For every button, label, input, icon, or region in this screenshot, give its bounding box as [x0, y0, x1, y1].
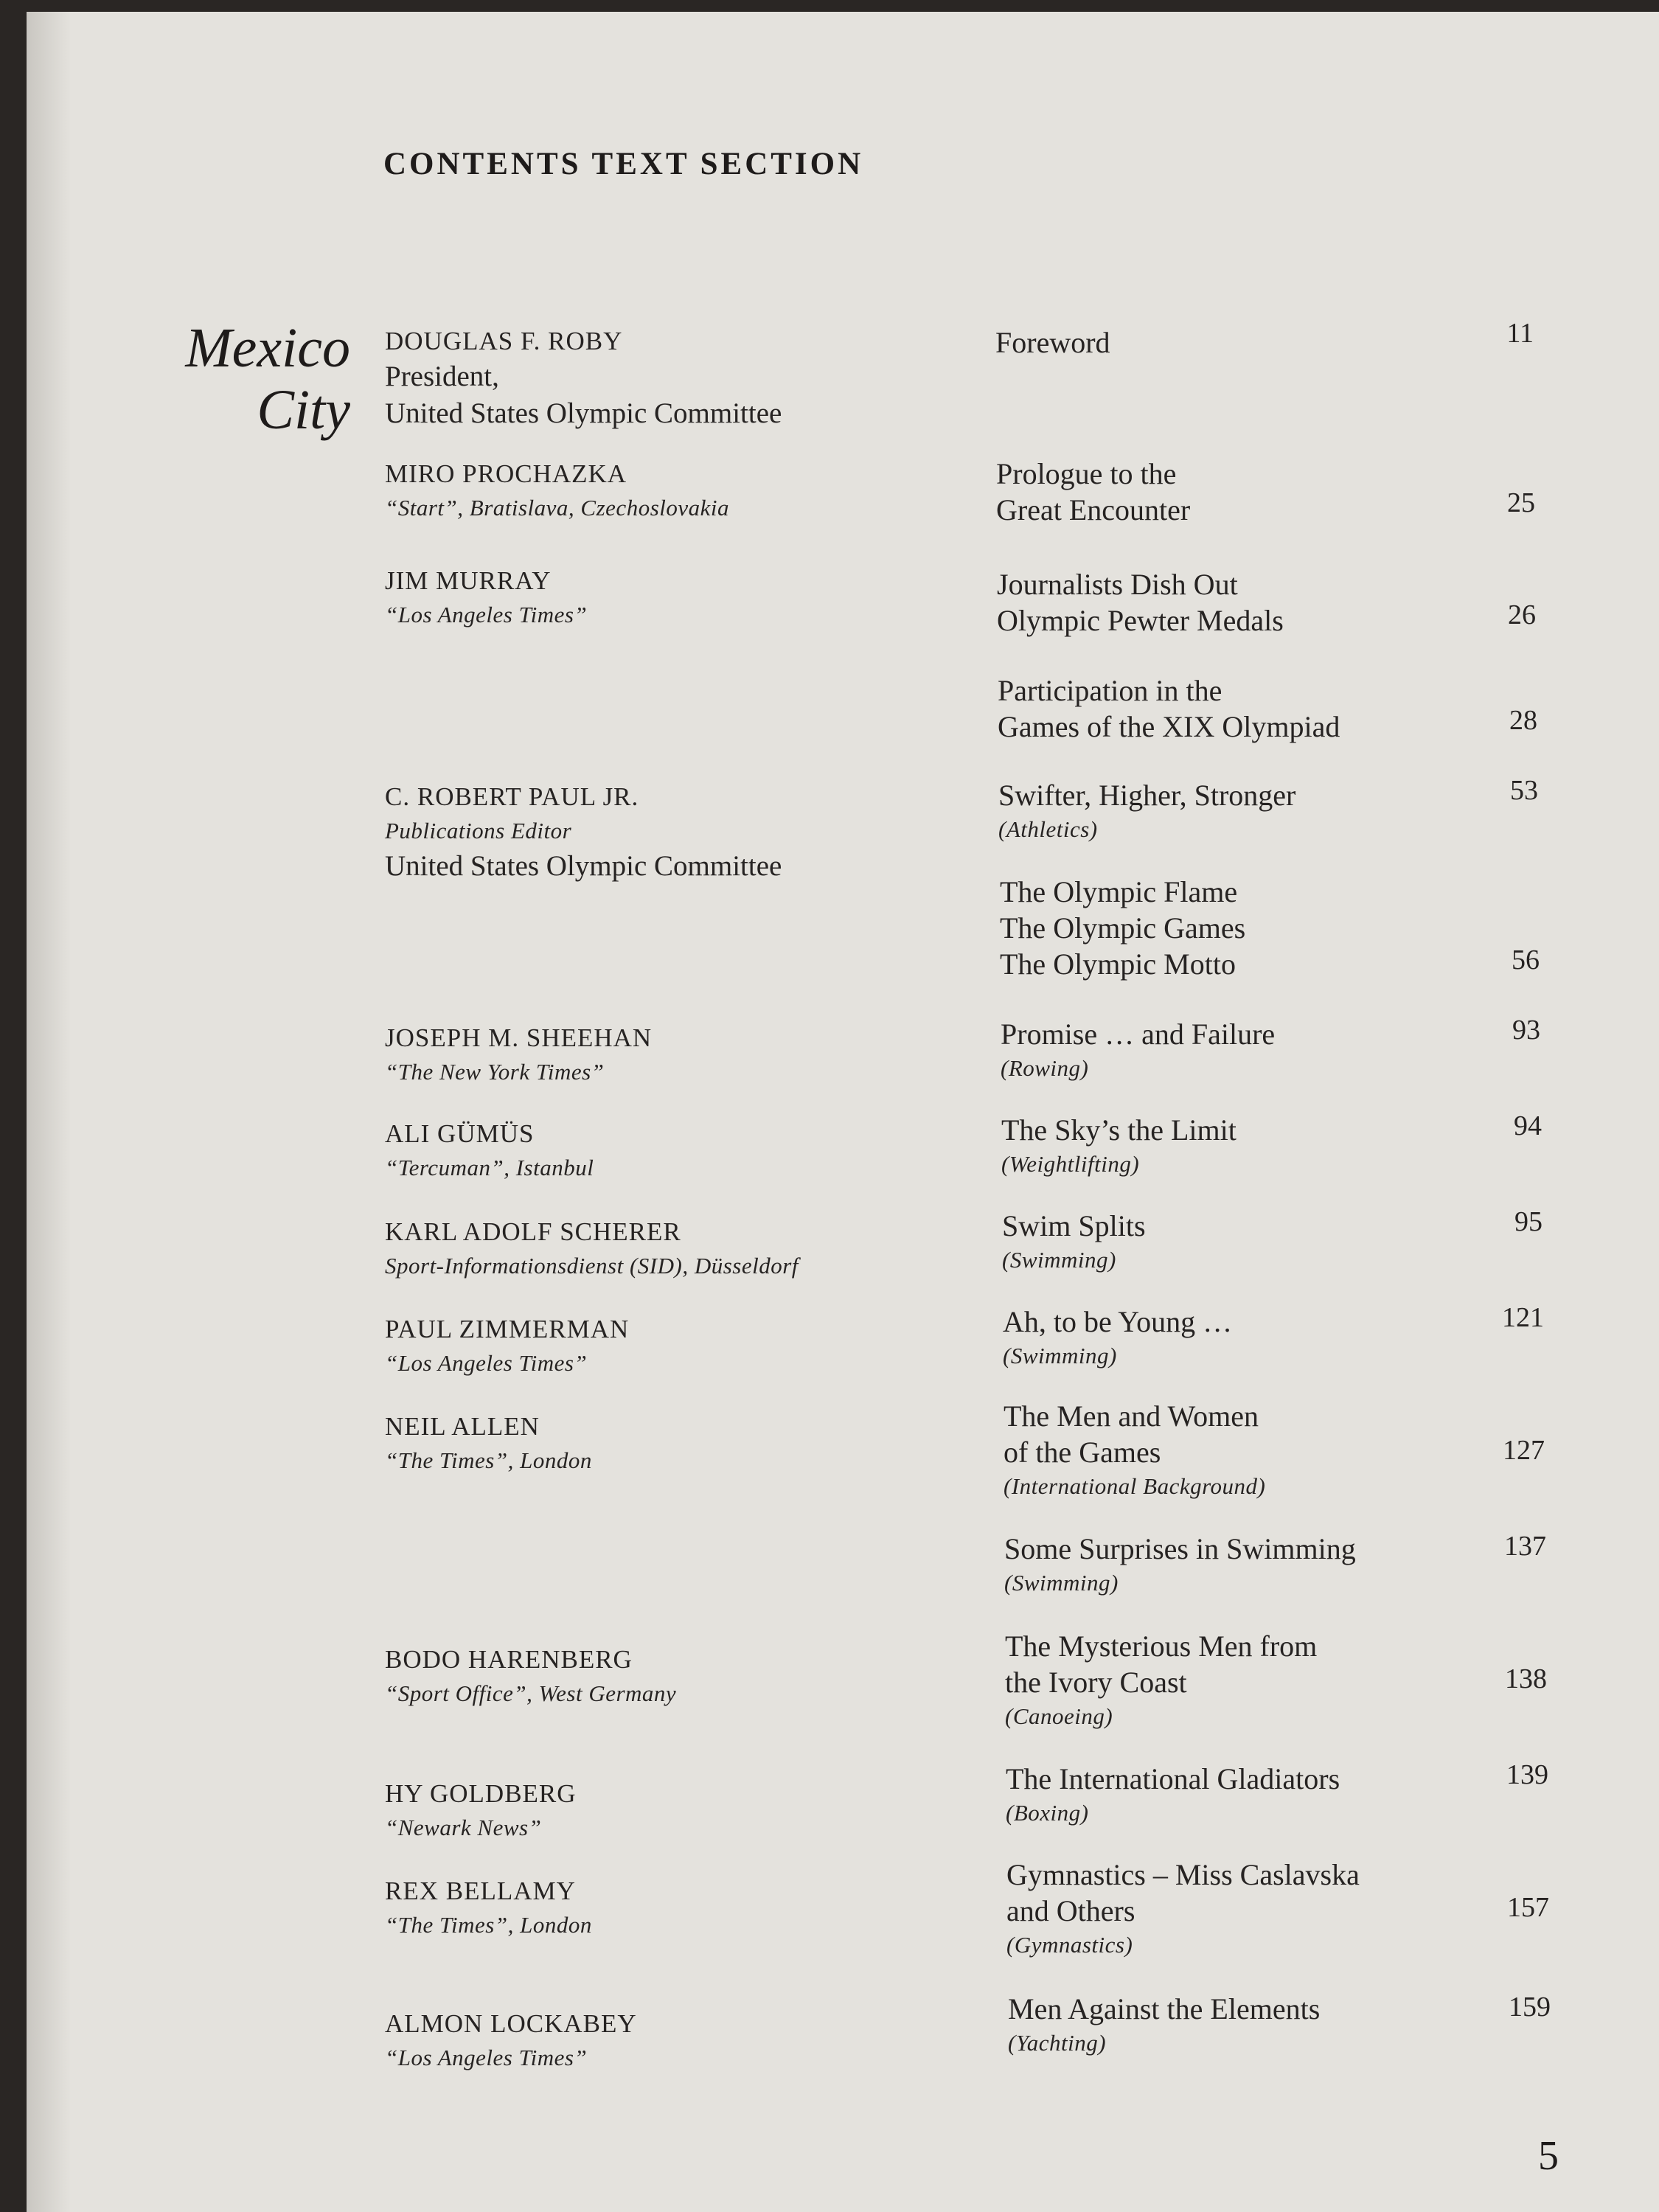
article-page-number: 127	[1503, 1435, 1545, 1466]
article-page-number: 93	[1512, 1015, 1540, 1046]
author-publication: Sport-Informationsdienst (SID), Düsseldorf	[385, 1253, 799, 1279]
author-publication: “Start”, Bratislava, Czechoslovakia	[385, 495, 729, 521]
article-title-line: of the Games	[1004, 1436, 1161, 1469]
article-title-line: The Olympic Flame	[1000, 875, 1238, 908]
article-page-number: 157	[1507, 1892, 1549, 1923]
article-title-line: Swifter, Higher, Stronger	[998, 779, 1296, 812]
article-title-line: The Olympic Motto	[1000, 947, 1236, 981]
toc-author	[385, 1777, 945, 1845]
article-title-line: Some Surprises in Swimming	[1004, 1532, 1356, 1565]
author-name: JIM MURRAY	[385, 566, 552, 595]
author-name: DOUGLAS F. ROBY	[385, 327, 623, 355]
section-city-title	[162, 317, 350, 441]
article-page-number: 28	[1509, 705, 1537, 736]
city-line-2: City	[257, 379, 350, 441]
author-name: PAUL ZIMMERMAN	[385, 1315, 630, 1343]
city-line-1: Mexico	[185, 317, 350, 379]
author-publication: “Los Angeles Times”	[385, 1350, 588, 1376]
article-page-number: 26	[1508, 599, 1536, 630]
article-title-line: Games of the XIX Olympiad	[998, 710, 1340, 743]
article-title	[1000, 874, 1501, 982]
author-name: JOSEPH M. SHEEHAN	[385, 1023, 653, 1052]
article-title-line: Foreword	[995, 326, 1110, 359]
article-title-line: Prologue to the	[996, 457, 1177, 490]
article-title	[1001, 1112, 1503, 1180]
article-title-line: Promise … and Failure	[1001, 1018, 1276, 1051]
author-affiliation: President,	[385, 361, 499, 392]
author-name: REX BELLAMY	[385, 1877, 576, 1905]
author-publication: “The Times”, London	[385, 1912, 592, 1938]
article-page-number: 138	[1505, 1663, 1547, 1694]
article-title-line: and Others	[1006, 1894, 1135, 1927]
article-title	[1008, 1991, 1509, 2059]
article-sport: (Yachting)	[1008, 2030, 1107, 2056]
article-page-number: 25	[1507, 487, 1535, 518]
toc-author	[385, 1021, 945, 1089]
toc-author	[385, 457, 945, 525]
author-affiliation: United States Olympic Committee	[385, 397, 782, 429]
article-title	[995, 324, 1497, 361]
author-publication: “Los Angeles Times”	[385, 602, 588, 627]
article-title-line: Men Against the Elements	[1008, 1992, 1321, 2025]
article-sport: (Gymnastics)	[1006, 1932, 1133, 1958]
author-publication: “Newark News”	[385, 1815, 542, 1840]
author-publication: “Sport Office”, West Germany	[385, 1680, 677, 1706]
toc-author	[385, 2007, 945, 2075]
article-page-number: 53	[1510, 775, 1538, 806]
author-name: BODO HARENBERG	[385, 1645, 633, 1674]
toc-author	[385, 1410, 945, 1478]
author-name: KARL ADOLF SCHERER	[385, 1217, 681, 1246]
article-page-number: 56	[1512, 945, 1540, 975]
article-title	[1004, 1531, 1506, 1599]
article-sport: (Canoeing)	[1005, 1703, 1113, 1729]
article-sport: (Swimming)	[1003, 1343, 1117, 1368]
author-name: MIRO PROCHAZKA	[385, 459, 627, 488]
author-publication: “The New York Times”	[385, 1059, 605, 1085]
toc-author	[385, 1215, 945, 1283]
article-title-line: Participation in the	[998, 674, 1222, 707]
article-page-number: 121	[1502, 1302, 1544, 1333]
author-name: HY GOLDBERG	[385, 1779, 577, 1808]
article-title-line: Swim Splits	[1002, 1209, 1146, 1242]
author-publication: “Tercuman”, Istanbul	[385, 1155, 594, 1180]
article-title-line: Great Encounter	[996, 493, 1191, 526]
author-publication: Publications Editor	[385, 818, 572, 844]
contents-heading: CONTENTS TEXT SECTION	[383, 147, 864, 181]
article-page-number: 11	[1506, 318, 1534, 349]
page-gutter-shadow	[27, 12, 71, 2212]
article-title-line: The Olympic Games	[1000, 911, 1246, 945]
author-publication: “The Times”, London	[385, 1447, 592, 1473]
article-sport: (Boxing)	[1006, 1800, 1089, 1826]
author-publication: “Los Angeles Times”	[385, 2045, 588, 2070]
article-title-line: Gymnastics – Miss Caslavska	[1006, 1858, 1360, 1891]
article-title-line: The Mysterious Men from	[1005, 1630, 1318, 1663]
toc-author	[385, 1874, 945, 1942]
article-sport: (Swimming)	[1004, 1570, 1119, 1596]
article-sport: (Rowing)	[1001, 1055, 1089, 1081]
article-page-number: 137	[1504, 1531, 1546, 1562]
article-sport: (Swimming)	[1002, 1247, 1116, 1273]
article-title	[1005, 1628, 1506, 1733]
article-title	[1004, 1398, 1505, 1503]
article-title-line: Olympic Pewter Medals	[997, 604, 1284, 637]
author-name: NEIL ALLEN	[385, 1412, 540, 1441]
toc-author	[385, 780, 945, 885]
article-page-number: 159	[1509, 1992, 1551, 2023]
article-title	[997, 566, 1498, 639]
author-name: C. ROBERT PAUL JR.	[385, 782, 639, 811]
author-affiliation: United States Olympic Committee	[385, 850, 782, 882]
article-sport: (Weightlifting)	[1001, 1151, 1140, 1177]
author-name: ALMON LOCKABEY	[385, 2009, 637, 2038]
toc-author	[385, 324, 945, 432]
article-title	[996, 456, 1498, 528]
article-title-line: Ah, to be Young …	[1003, 1305, 1233, 1338]
article-title-line: Journalists Dish Out	[997, 568, 1238, 601]
article-page-number: 95	[1514, 1206, 1543, 1237]
toc-author	[385, 1643, 945, 1711]
toc-author	[385, 1117, 945, 1185]
toc-author	[385, 1312, 945, 1380]
toc-author	[385, 564, 945, 632]
article-title	[1001, 1016, 1502, 1085]
article-title-line: the Ivory Coast	[1005, 1666, 1187, 1699]
article-title-line: The International Gladiators	[1006, 1762, 1340, 1795]
page-number: 5	[1538, 2133, 1559, 2179]
author-name: ALI GÜMÜS	[385, 1119, 535, 1148]
article-title	[998, 777, 1500, 846]
article-sport: (International Background)	[1004, 1473, 1266, 1499]
article-page-number: 139	[1506, 1759, 1548, 1790]
article-title	[998, 672, 1499, 745]
article-title	[1002, 1208, 1503, 1276]
article-title-line: The Men and Women	[1004, 1399, 1259, 1433]
article-page-number: 94	[1514, 1110, 1542, 1141]
article-title	[1003, 1304, 1504, 1372]
article-title	[1006, 1761, 1507, 1829]
article-title-line: The Sky’s the Limit	[1001, 1113, 1237, 1147]
article-sport: (Athletics)	[998, 816, 1098, 842]
article-title	[1006, 1857, 1508, 1961]
